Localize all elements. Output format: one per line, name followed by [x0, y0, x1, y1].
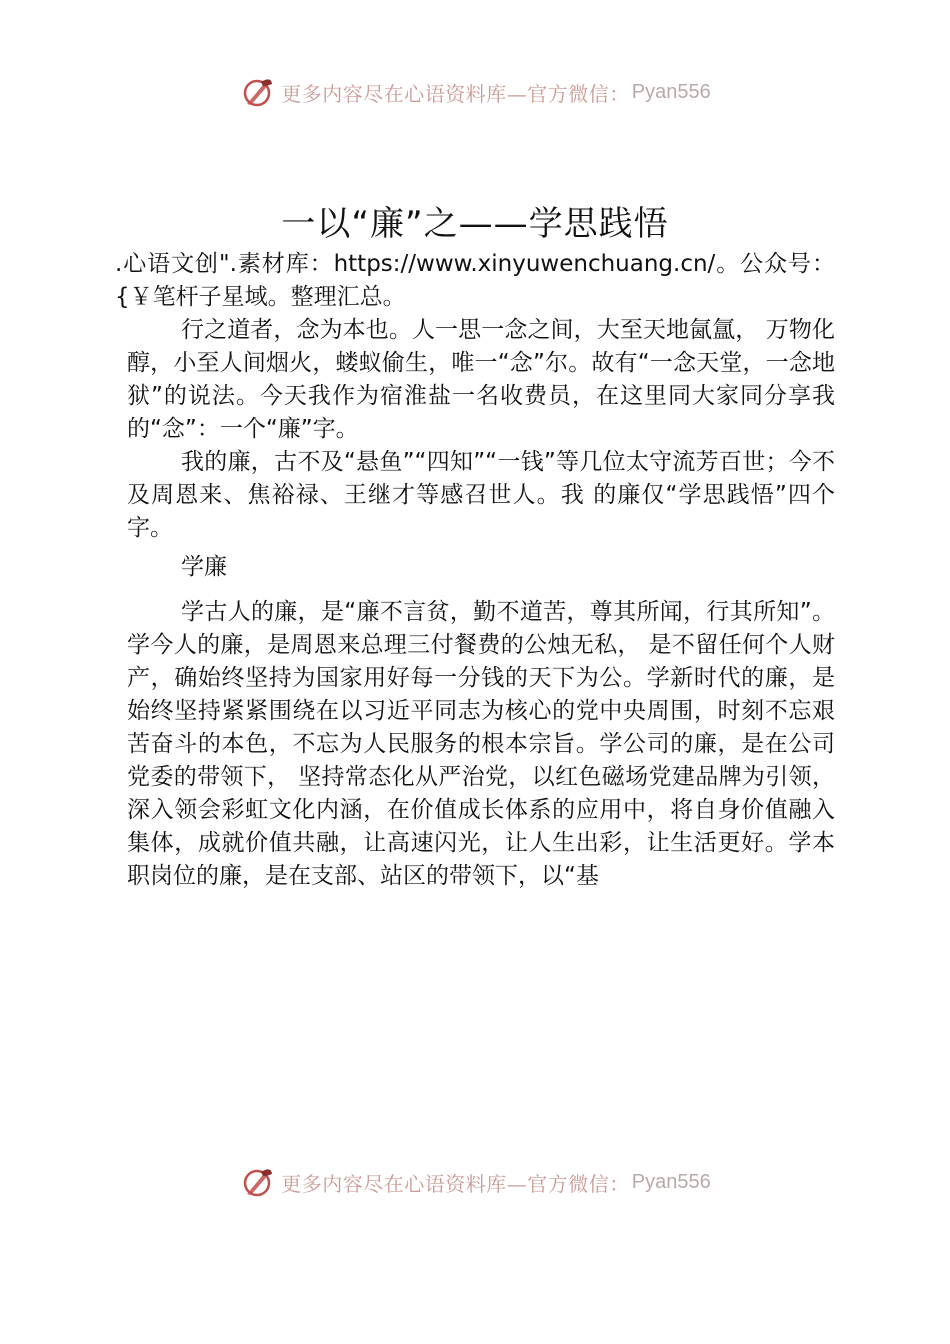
- paragraph-3: 学古人的廉，是“廉不言贫，勤不道苦，尊其所闻，行其所知”。学今人的廉，是周恩来总理三付餐费的公烛无私， 是不留任何个人财产，确始终坚持为国家用好每一分钱的天下为公。学新时代的廉，是始终坚持紧紧围绕在以习近平同志为核心的党中央周围，时刻不忘艰苦奋斗的本色，不忘为人民服务的根本宗旨。学公司的廉，是在公司党委的带领下， 坚持常态化从严治党，以红色磁场党建品牌为引领，深入领会彩虹文化内涵，在价值成长体系的应用中，将自身价值融入集体，成就价值共融，让高速闪光，让人生出彩，让生活更好。学本职岗位的廉，是在支部、站区的带领下，以“基: [127, 599, 835, 889]
- watermark-text: 更多内容尽在心语资料库—官方微信：: [281, 1171, 630, 1196]
- wechat-id: Pyan556: [631, 80, 711, 103]
- source-line: .心语文创".素材库：https://www.xinyuwenchuang.cn/。公众号：{￥笔杆子星域。整理汇总。: [115, 251, 835, 310]
- document-body: [115, 248, 835, 893]
- document-title: 一以“廉”之——学思践悟: [281, 204, 669, 244]
- watermark-text: 更多内容尽在心语资料库—官方微信：: [281, 81, 630, 106]
- quill-logo-icon: [239, 1164, 275, 1200]
- paragraph-1: 行之道者，念为本也。人一思一念之间，大至天地氤氲， 万物化醇，小至人间烟火，蝼蚁偷生，唯一“念”尔。故有“一念天堂，一念地狱”的说法。今天我作为宿淮盐一名收费员，在这里同大家同分享我的“念”：一个“廉”字。: [127, 317, 835, 442]
- section-heading: 学廉: [181, 554, 227, 580]
- footer-watermark: [0, 1162, 950, 1202]
- quill-logo-icon: [239, 74, 275, 110]
- wechat-id: Pyan556: [631, 1170, 711, 1193]
- header-watermark: [0, 72, 950, 112]
- paragraph-2: 我的廉，古不及“悬鱼”“四知”“一钱”等几位太守流芳百世；今不及周恩来、焦裕禄、王继才等感召世人。我 的廉仅“学思践悟”四个字。: [127, 449, 835, 541]
